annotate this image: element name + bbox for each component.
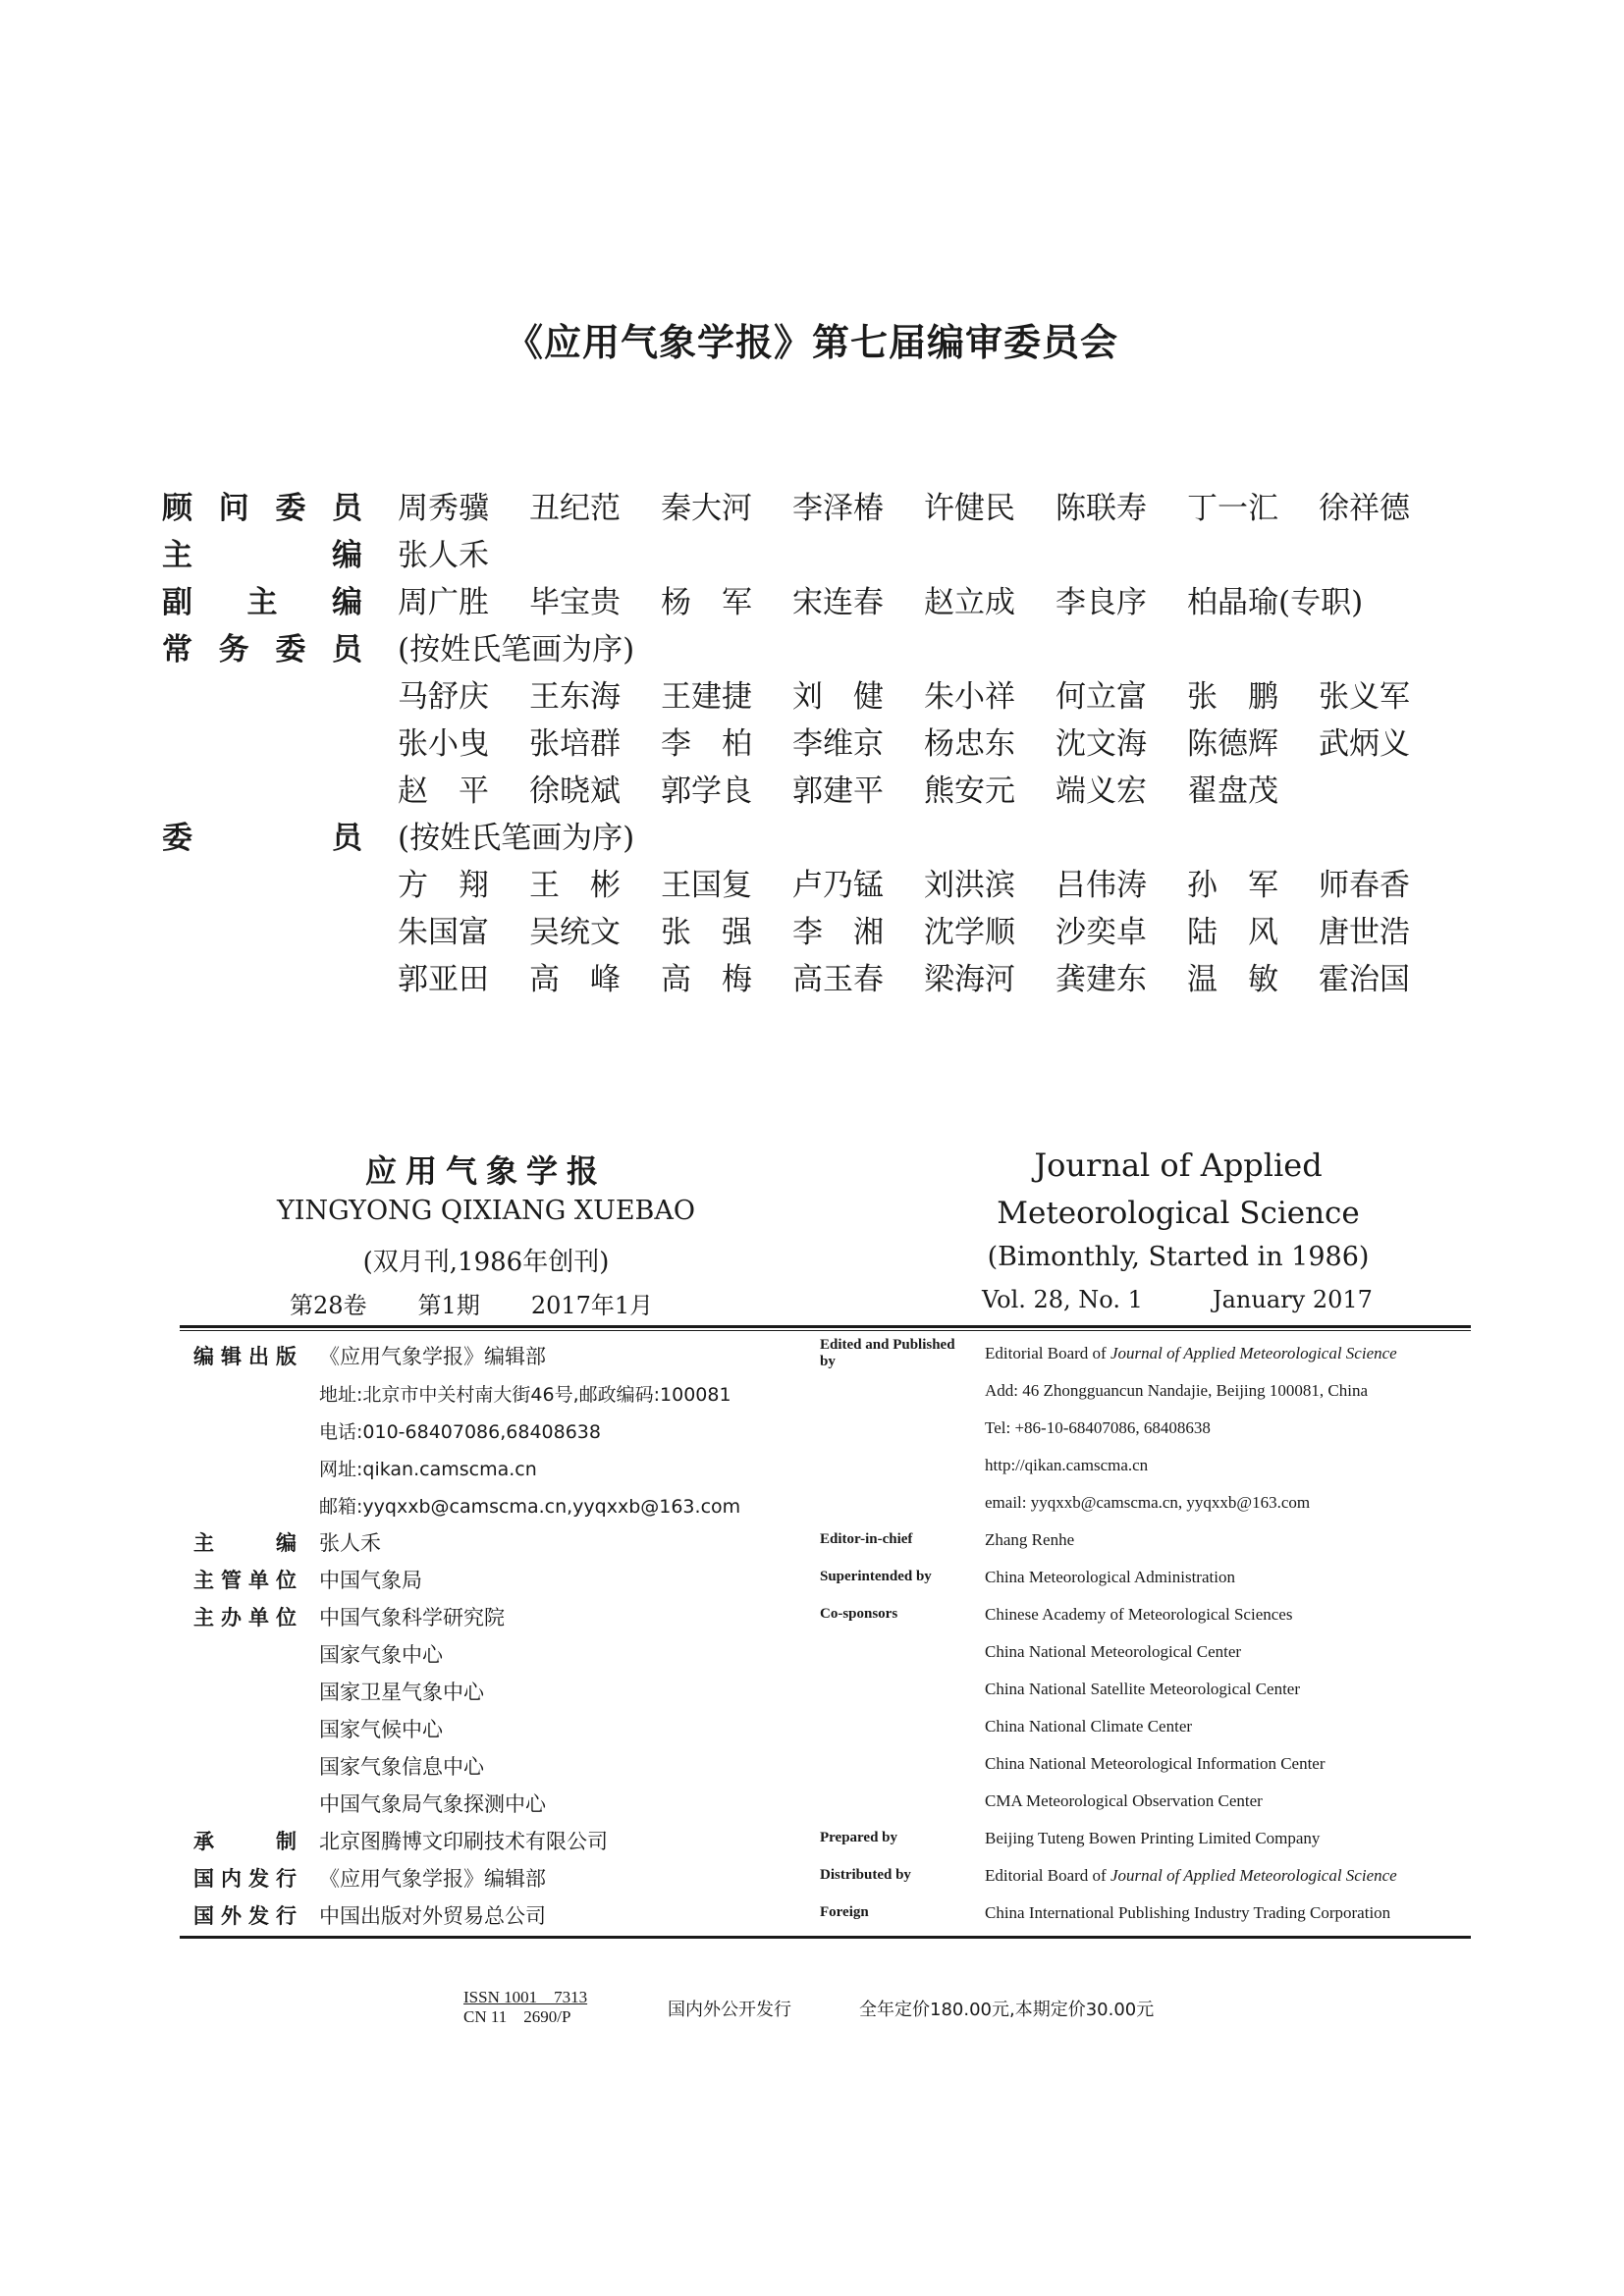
member-name: 吕伟涛	[1056, 867, 1147, 903]
committee-members-row	[162, 905, 1438, 952]
info-value-en: China Meteorological Administration	[985, 1568, 1235, 1586]
member-name: 朱小祥	[924, 678, 1015, 715]
member-name: 许健民	[924, 490, 1015, 526]
info-value-en: email: yyqxxb@camscma.cn, yyqxxb@163.com	[985, 1493, 1311, 1512]
member-name: 张人禾	[398, 537, 489, 573]
member-name: 赵 平	[398, 773, 489, 809]
member-name: 杨 军	[661, 584, 752, 620]
info-label: 主 办 单 位	[193, 1606, 297, 1629]
member-name: 郭学良	[661, 773, 752, 809]
member-name: 武炳义	[1319, 725, 1410, 762]
info-row-sponsor	[180, 1708, 1471, 1745]
member-name: 郭建平	[792, 773, 884, 809]
rule-bottom	[180, 1936, 1471, 1939]
info-row-printer	[180, 1820, 1471, 1857]
issue-info-en	[982, 1286, 1373, 1313]
info-row-address	[180, 1372, 1471, 1410]
info-row-domestic	[180, 1857, 1471, 1895]
member-name: 王 彬	[529, 867, 621, 903]
member-name: 沙奕卓	[1056, 914, 1147, 950]
publication-info-table	[180, 1335, 1471, 1932]
member-name: 张 鹏	[1187, 678, 1278, 715]
member-name: 周广胜	[398, 584, 489, 620]
info-value: 张人禾	[319, 1531, 381, 1555]
info-label-en: Prepared by	[820, 1830, 898, 1845]
member-name: 徐祥德	[1319, 490, 1410, 526]
info-value-en: CMA Meteorological Observation Center	[985, 1791, 1263, 1810]
member-name: 翟盘茂	[1187, 773, 1278, 809]
member-name: 王建捷	[661, 678, 752, 715]
info-label: 承 制	[193, 1830, 297, 1853]
info-value: 中国气象局	[319, 1569, 422, 1592]
info-value-en: Add: 46 Zhongguancun Nandajie, Beijing 100081, China	[985, 1381, 1368, 1400]
member-name: 秦大河	[661, 490, 752, 526]
member-name: 宋连春	[792, 584, 884, 620]
info-label-en: Edited and Published by	[820, 1337, 955, 1369]
member-name: 吴统文	[529, 914, 621, 950]
info-label: 编 辑 出 版	[193, 1345, 297, 1368]
info-value: 网址:qikan.camscma.cn	[319, 1459, 537, 1480]
info-row-sponsor	[180, 1671, 1471, 1708]
member-name: 端义宏	[1056, 773, 1147, 809]
info-row-email	[180, 1484, 1471, 1522]
info-value-en: Zhang Renhe	[985, 1530, 1075, 1549]
number-cn: 第1期	[417, 1292, 480, 1319]
member-name: 张义军	[1319, 678, 1410, 715]
cn-number: CN 11 2690/P	[463, 2007, 571, 2026]
info-label: 国 外 发 行	[193, 1904, 297, 1928]
member-name: 卢乃锰	[792, 867, 884, 903]
member-name: 李 湘	[792, 914, 884, 950]
date-en: January 2017	[1213, 1286, 1373, 1313]
info-row-sponsor	[180, 1596, 1471, 1633]
info-value-en: China National Climate Center	[985, 1717, 1193, 1735]
info-row-superintended	[180, 1559, 1471, 1596]
info-value: 中国气象科学研究院	[319, 1606, 505, 1629]
member-name: 龚建东	[1056, 961, 1147, 997]
member-name: 丁一汇	[1187, 490, 1278, 526]
info-row-foreign	[180, 1895, 1471, 1932]
info-label-en: Distributed by	[820, 1867, 911, 1883]
issue-info-cn	[290, 1286, 653, 1320]
member-name: 徐晓斌	[529, 773, 621, 809]
volume-cn: 第28卷	[290, 1292, 367, 1319]
info-value: 《应用气象学报》编辑部	[319, 1867, 546, 1891]
journal-frequency-en: (Bimonthly, Started in 1986)	[987, 1242, 1370, 1272]
distribution-note: 国内外公开发行	[668, 2000, 791, 2020]
role-label: 副 主 编	[162, 584, 362, 620]
member-name: 方 翔	[398, 867, 489, 903]
member-name: 高 峰	[529, 961, 621, 997]
journal-frequency-cn: (双月刊,1986年创刊)	[362, 1248, 610, 1277]
committee-standing-row	[162, 717, 1438, 764]
info-value: 地址:北京市中关村南大街46号,邮政编码:100081	[319, 1384, 731, 1406]
issn-block	[463, 1988, 587, 2027]
member-name: 毕宝贵	[529, 584, 621, 620]
editorial-committee	[162, 481, 1438, 999]
rule-top	[180, 1325, 1471, 1328]
info-label-en: Editor-in-chief	[820, 1531, 913, 1547]
info-value-en: Editorial Board of Journal of Applied Meteorological Science	[985, 1344, 1397, 1362]
info-value: 中国出版对外贸易总公司	[319, 1904, 546, 1928]
member-name: 陈联寿	[1056, 490, 1147, 526]
info-label: 国 内 发 行	[193, 1867, 297, 1891]
member-name: 马舒庆	[398, 678, 489, 715]
member-name: 唐世浩	[1319, 914, 1410, 950]
committee-standing-row	[162, 669, 1438, 717]
info-row-sponsor	[180, 1633, 1471, 1671]
committee-advisors	[162, 481, 1438, 528]
info-value: 电话:010-68407086,68408638	[319, 1421, 601, 1443]
member-name: 李良序	[1056, 584, 1147, 620]
role-label: 顾 问 委 员	[162, 490, 362, 526]
member-name: 刘洪滨	[924, 867, 1015, 903]
journal-title-en-line1: Journal of Applied	[1034, 1147, 1323, 1184]
info-value: 中国气象局气象探测中心	[319, 1792, 546, 1816]
info-value-en: http://qikan.camscma.cn	[985, 1456, 1149, 1474]
info-label: 主 编	[193, 1531, 297, 1555]
info-value: 北京图腾博文印刷技术有限公司	[319, 1830, 608, 1853]
info-value: 国家气象中心	[319, 1643, 443, 1667]
info-row-chief	[180, 1522, 1471, 1559]
member-name: 李 柏	[661, 725, 752, 762]
journal-title-pinyin: YINGYONG QIXIANG XUEBAO	[276, 1196, 696, 1226]
role-label: 委 员	[162, 820, 362, 856]
info-row-web	[180, 1447, 1471, 1484]
member-name: 李泽椿	[792, 490, 884, 526]
member-name: 陈德辉	[1187, 725, 1278, 762]
info-value-en: China International Publishing Industry Trading Corporation	[985, 1903, 1391, 1922]
date-cn: 2017年1月	[530, 1292, 654, 1319]
member-name: 李维京	[792, 725, 884, 762]
info-value-en: Tel: +86-10-68407086, 68408638	[985, 1418, 1211, 1437]
info-value-en: Chinese Academy of Meteorological Sciences	[985, 1605, 1293, 1624]
member-name: 杨忠东	[924, 725, 1015, 762]
member-name: 郭亚田	[398, 961, 489, 997]
order-note: (按姓氏笔画为序)	[398, 820, 635, 856]
info-label-en: Superintended by	[820, 1569, 932, 1584]
member-name: 师春香	[1319, 867, 1410, 903]
info-label: 主 管 单 位	[193, 1569, 297, 1592]
committee-deputy	[162, 575, 1438, 622]
member-name: 熊安元	[924, 773, 1015, 809]
member-name: 朱国富	[398, 914, 489, 950]
member-name: 刘 健	[792, 678, 884, 715]
info-row-sponsor	[180, 1745, 1471, 1783]
committee-members-row	[162, 952, 1438, 999]
price-note: 全年定价180.00元,本期定价30.00元	[859, 2000, 1155, 2020]
member-name: 何立富	[1056, 678, 1147, 715]
info-label-en: Co-sponsors	[820, 1606, 898, 1622]
member-name: 王东海	[529, 678, 621, 715]
committee-members-row	[162, 858, 1438, 905]
member-name: 梁海河	[924, 961, 1015, 997]
member-name: 张小曳	[398, 725, 489, 762]
info-value: 国家气象信息中心	[319, 1755, 484, 1779]
member-name: 温 敏	[1187, 961, 1278, 997]
rule-top-thin	[180, 1330, 1471, 1331]
member-name: 陆 风	[1187, 914, 1278, 950]
member-name: 周秀骥	[398, 490, 489, 526]
member-name: 沈学顺	[924, 914, 1015, 950]
member-name: 霍治国	[1319, 961, 1410, 997]
committee-standing-row	[162, 764, 1438, 811]
info-value-en: Beijing Tuteng Bowen Printing Limited Company	[985, 1829, 1321, 1847]
member-name: 张 强	[661, 914, 752, 950]
volume-en: Vol. 28, No. 1	[982, 1286, 1143, 1313]
member-name: 王国复	[661, 867, 752, 903]
info-value: 国家气候中心	[319, 1718, 443, 1741]
info-row-sponsor	[180, 1783, 1471, 1820]
info-value-en: Editorial Board of Journal of Applied Meteorological Science	[985, 1866, 1397, 1885]
order-note: (按姓氏笔画为序)	[398, 631, 635, 667]
role-label: 常 务 委 员	[162, 631, 362, 667]
journal-title-cn: 应用气象学报	[364, 1152, 607, 1190]
info-value-en: China National Meteorological Information Center	[985, 1754, 1326, 1773]
member-name: 高玉春	[792, 961, 884, 997]
info-value-en: China National Satellite Meteorological Center	[985, 1680, 1301, 1698]
info-label-en: Foreign	[820, 1904, 869, 1920]
info-value: 《应用气象学报》编辑部	[319, 1345, 546, 1368]
member-name: 高 梅	[661, 961, 752, 997]
info-value-en: China National Meteorological Center	[985, 1642, 1242, 1661]
member-name: 孙 军	[1187, 867, 1278, 903]
role-label: 主 编	[162, 537, 362, 573]
member-name: 沈文海	[1056, 725, 1147, 762]
info-row-publisher	[180, 1335, 1471, 1372]
member-name: 柏晶瑜(专职)	[1187, 584, 1364, 620]
member-name: 赵立成	[924, 584, 1015, 620]
info-value: 邮箱:yyqxxb@camscma.cn,yyqxxb@163.com	[319, 1496, 741, 1518]
member-name: 丑纪范	[529, 490, 621, 526]
committee-chief	[162, 528, 1438, 575]
issn: ISSN 1001 7313	[463, 1988, 588, 2006]
page-title: 《应用气象学报》第七届编审委员会	[505, 321, 1118, 364]
info-value: 国家卫星气象中心	[319, 1681, 484, 1704]
committee-members	[162, 811, 1438, 858]
member-name: 张培群	[529, 725, 621, 762]
info-row-tel	[180, 1410, 1471, 1447]
journal-title-en-line2: Meteorological Science	[997, 1196, 1360, 1231]
committee-standing	[162, 622, 1438, 669]
